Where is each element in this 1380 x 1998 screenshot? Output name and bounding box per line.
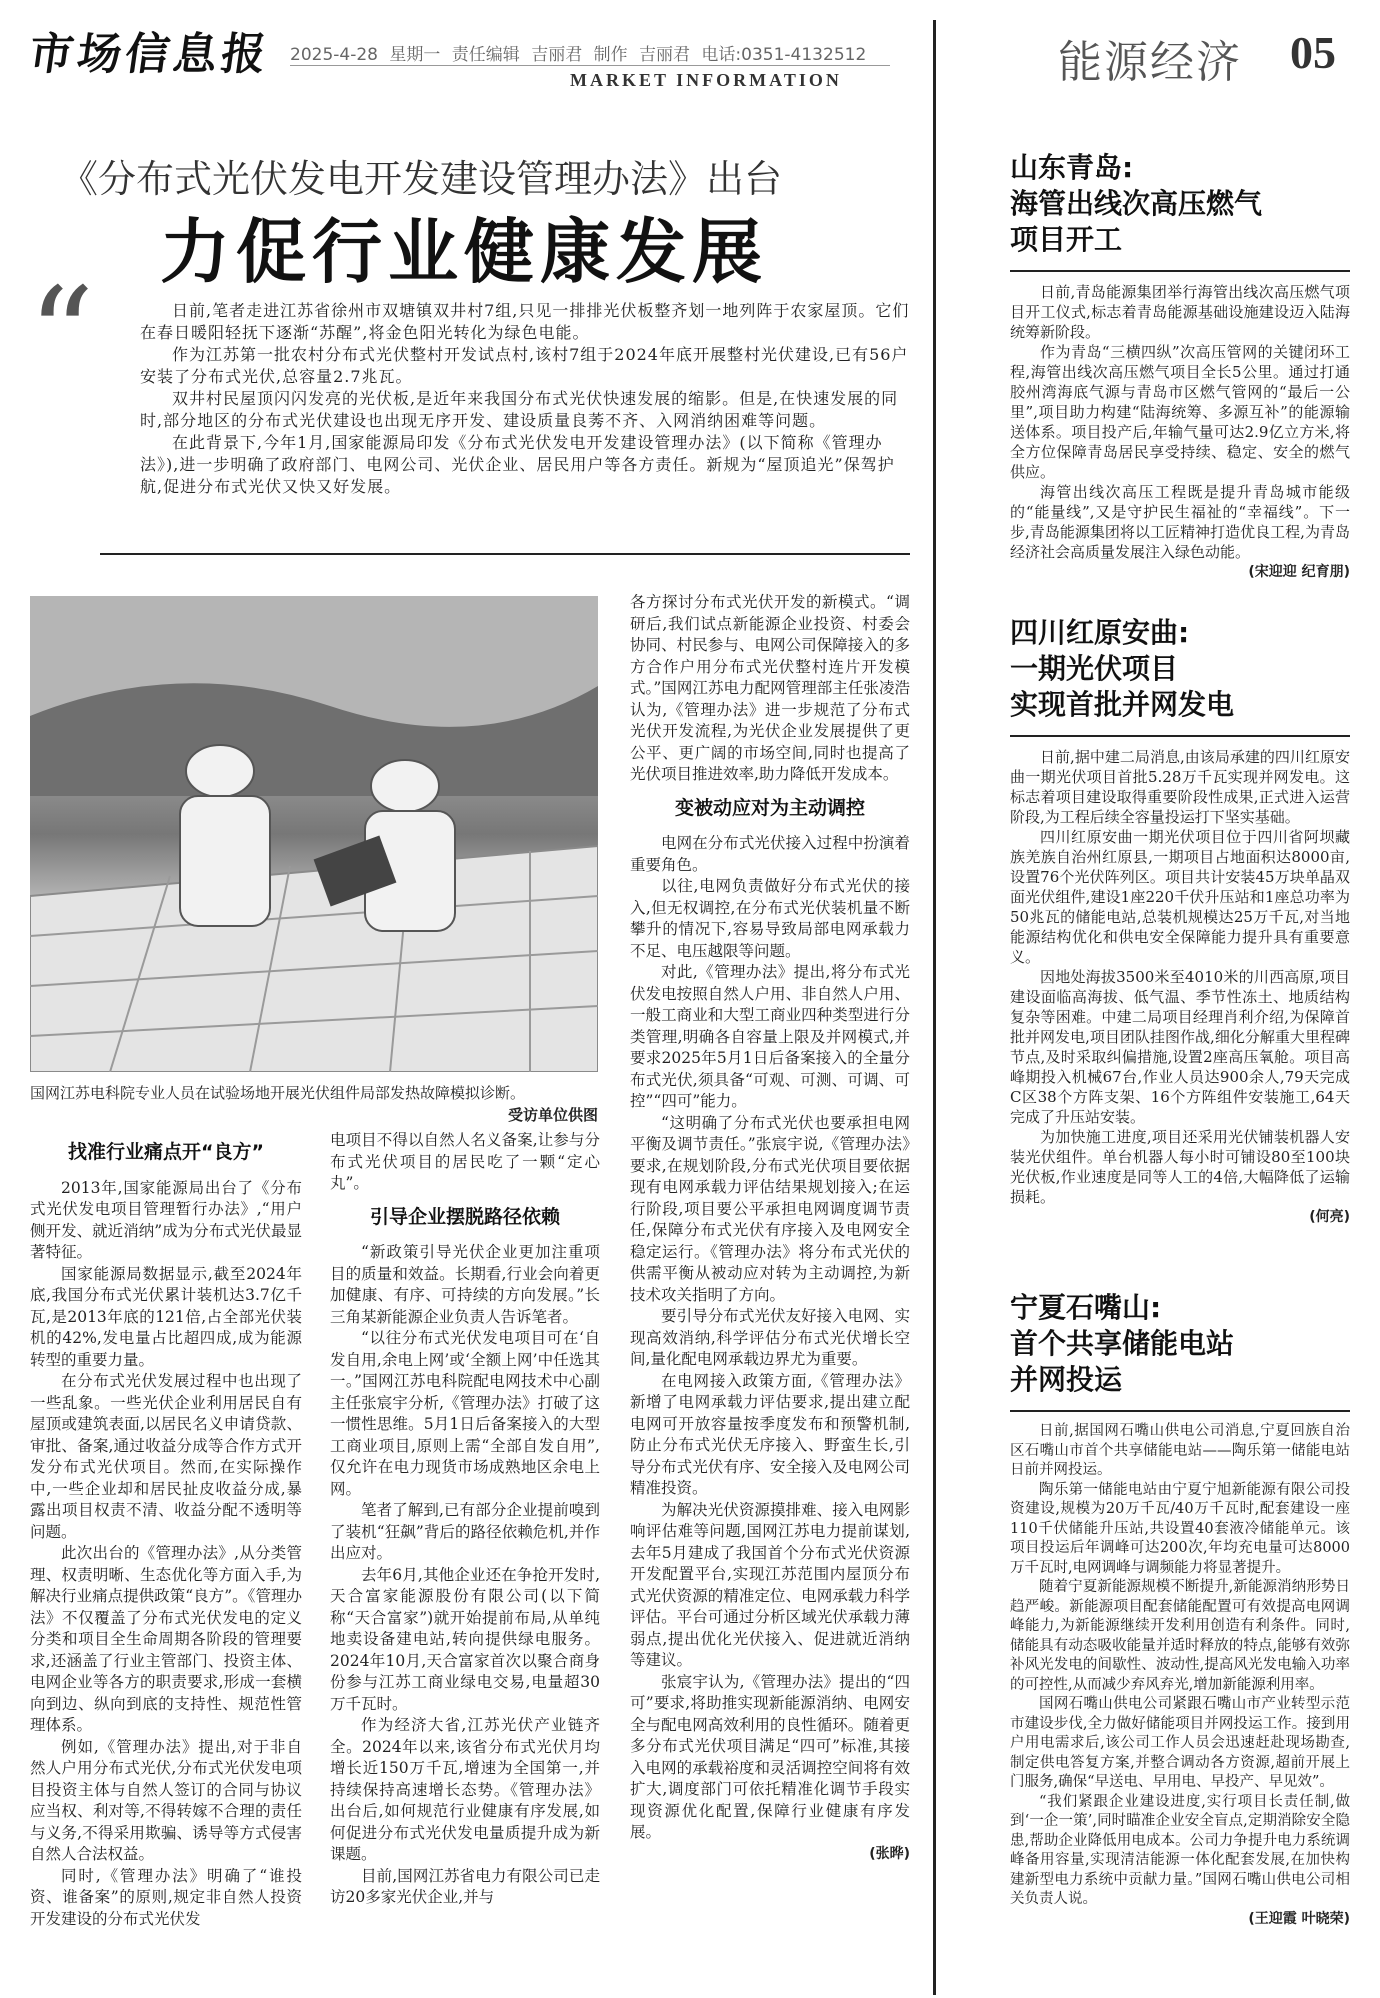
story-title-line: 一期光伏项目 xyxy=(1010,652,1179,685)
body-paragraph: 海管出线次高压工程既是提升青岛城市能级的“能量线”,又是守护民生福祉的“幸福线”。下一步,青岛能源集团将以工匠精神打造优良工程,为青岛经济社会高质量发展注入绿色动能。 xyxy=(1010,483,1350,561)
body-paragraph: 国网石嘴山供电公司紧跟石嘴山市产业转型示范市建设步伐,全力做好储能项目并网投运工作。接到用户用电需求后,该公司工作人员会迅速赶赴现场勘查,制定供电答复方案,并整合调动各方资源,超前开展上门服务,确保“早送电、早用电、早投产、早见效”。 xyxy=(1010,1696,1350,1790)
story-byline: (宋迎迎 纪育朋) xyxy=(1248,564,1350,580)
body-paragraph: 去年6月,其他企业还在争抢开发时,天合富家能源股份有限公司(以下简称“天合富家”)就开始提前布局,从单纯地卖设备建电站,转向提供绿电服务。2024年10月,天合富家首次以聚合商身份参与江苏工商业绿电交易,电量超30万千瓦时。 xyxy=(330,1565,600,1713)
section-heading: 找准行业痛点开“良方” xyxy=(68,1141,264,1163)
phone-number: 0351-4132512 xyxy=(741,45,867,65)
body-paragraph: 日前,据国网石嘴山供电公司消息,宁夏回族自治区石嘴山市首个共享储能电站——陶乐第一储能电站日前并网投运。 xyxy=(1010,1423,1350,1478)
article-column-1 xyxy=(30,1130,302,1930)
body-paragraph: 以往,电网负责做好分布式光伏的接入,但无权调控,在分布式光伏装机量不断攀升的情况下,容易导致局部电网承载力不足、电压越限等问题。 xyxy=(630,877,910,960)
page-number: 05 xyxy=(1290,27,1336,78)
body-paragraph: 作为青岛“三横四纵”次高压管网的关键闭环工程,海管出线次高压燃气项目全长5公里。通过打通胶州湾海底气源与青岛市区燃气管网的“最后一公里”,项目助力构建“陆海统筹、多源互补”的能源输送体系。项目投产后,年输气量可达2.9亿立方米,将全方位保障青岛居民享受持续、稳定、安全的燃气供应。 xyxy=(1010,343,1350,481)
body-paragraph: 笔者了解到,已有部分企业提前嗅到了装机“狂飙”背后的路径依赖危机,并作出应对。 xyxy=(330,1501,600,1562)
section-heading: 变被动应对为主动调控 xyxy=(674,796,865,819)
body-paragraph: 张宸宇认为,《管理办法》提出的“四可”要求,将助推实现新能源消纳、电网安全与配电网高效利用的良性循环。随着更多分布式光伏项目满足“四可”标准,其接入电网的承载裕度和灵活调控空间将有效扩大,调度部门可依托精准化调节手段实现资源优化配置,保障行业健康有序发展。 xyxy=(630,1672,910,1841)
article-column-3 xyxy=(630,592,910,1865)
section-name: 能源经济 xyxy=(1058,37,1242,88)
body-paragraph: 例如,《管理办法》提出,对于非自然人户用分布式光伏,分布式光伏发电项目投资主体与自然人签订的合同与协议应当权、利对等,不得转嫁不合理的责任与义务,不得采用欺骗、诱导等方式侵害自然人合法权益。 xyxy=(30,1737,302,1863)
issue-meta xyxy=(290,40,866,65)
body-paragraph: 各方探讨分布式光伏开发的新模式。“调研后,我们试点新能源企业投资、村委会协同、村民参与、电网公司保障接入的多方合作户用分布式光伏整村连片开发模式。”国网江苏电力配网管理部主任张凌浩认为,《管理办法》进一步规范了分布式光伏开发流程,为光伏企业发展提供了更公平、更广阔的市场空间,同时也提高了光伏项目推进效率,助力降低开发成本。 xyxy=(630,593,910,783)
editor-name: 吉丽君 xyxy=(531,45,583,65)
lede-paragraph: 在此背景下,今年1月,国家能源局印发《分布式光伏发电开发建设管理办法》(以下简称《管理办法》),进一步明确了政府部门、电网公司、光伏企业、居民用户等各方责任。新规为“屋顶追光”保驾护航,促进分布式光伏又快又好发展。 xyxy=(140,433,895,496)
phone-label: 电话: xyxy=(701,45,742,65)
story-title-line: 宁夏石嘴山: xyxy=(1010,1291,1162,1324)
column-divider xyxy=(933,20,936,1995)
story-title-line: 首个共享储能电站 xyxy=(1010,1327,1235,1360)
photo-illustration xyxy=(30,596,598,1072)
caption-text: 国网江苏电科院专业人员在试验场地开展光伏组件局部发热故障模拟诊断。 xyxy=(30,1084,526,1102)
article-lede xyxy=(140,300,910,498)
story-divider xyxy=(1010,270,1350,272)
story-body xyxy=(1010,282,1350,582)
body-paragraph: 此次出台的《管理办法》,从分类管理、权责明晰、生态优化等方面入手,为解决行业痛点提供政策“良方”。《管理办法》不仅覆盖了分布式光伏发电的定义分类和项目全生命周期各阶段的管理要求,还涵盖了行业主管部门、投资主体、电网企业等各方的职责要求,形成一套横向到边、纵向到底的支持性、规范性管理体系。 xyxy=(30,1544,302,1734)
body-paragraph: 电项目不得以自然人名义备案,让参与分布式光伏项目的居民吃了一颗“定心丸”。 xyxy=(330,1131,600,1192)
issue-weekday: 星期一 xyxy=(389,45,441,65)
body-paragraph: 日前,青岛能源集团举行海管出线次高压燃气项目开工仪式,标志着青岛能源基础设施建设迈入陆海统筹新阶段。 xyxy=(1010,283,1350,341)
photo-credit: 受访单位供图 xyxy=(507,1106,598,1124)
body-paragraph: 2013年,国家能源局出台了《分布式光伏发电项目管理暂行办法》,“用户侧开发、就近消纳”成为分布式光伏最显著特征。 xyxy=(30,1178,302,1261)
story-title-line: 四川红原安曲: xyxy=(1010,616,1190,649)
body-paragraph: 四川红原安曲一期光伏项目位于四川省阿坝藏族羌族自治州红原县,一期项目占地面积达8000亩,设置76个光伏阵列区。项目共计安装45万块单晶双面光伏组件,建设1座220千伏升压站和1座总功率为50兆瓦的储能电站,总装机规模达25万千瓦,对当地能源结构优化和供电安全保障能力提升具有重要意义。 xyxy=(1010,828,1350,966)
article-byline: (张晔) xyxy=(869,1845,910,1862)
body-paragraph: 目前,国网江苏省电力有限公司已走访20多家光伏企业,并与 xyxy=(330,1866,600,1906)
section-heading: 引导企业摆脱路径依赖 xyxy=(369,1205,560,1228)
body-paragraph: 同时,《管理办法》明确了“谁投资、谁备案”的原则,规定非自然人投资开发建设的分布式光伏发 xyxy=(30,1866,302,1928)
story-title-line: 实现首批并网发电 xyxy=(1010,688,1235,721)
lede-divider xyxy=(100,553,910,555)
masthead-rule xyxy=(290,65,890,66)
producer-label: 制作 xyxy=(593,45,628,65)
story-byline: (王迎霞 叶晓荣) xyxy=(1248,1910,1350,1927)
article-photo xyxy=(30,596,598,1072)
body-paragraph: 对此,《管理办法》提出,将分布式光伏发电按照自然人户用、非自然人户用、一般工商业和大型工商业四种类型进行分类管理,明确各自容量上限及并网模式,并要求2025年5月1日后备案接入的全量分布式光伏,须具备“可观、可测、可调、可控”“四可”能力。 xyxy=(630,963,910,1110)
masthead-logo: 市场信息报 xyxy=(25,29,273,80)
sidebar-story-sichuan xyxy=(1010,615,1350,1227)
body-paragraph: “以往分布式光伏发电项目可在‘自发自用,余电上网’或‘全额上网’中任选其一。”国网江苏电科院配电网技术中心副主任张宸宇分析,《管理办法》打破了这一惯性思维。5月1日后备案接入的大型工商业项目,原则上需“全部自发自用”,仅允许在电力现货市场成熟地区余电上网。 xyxy=(330,1329,600,1498)
story-title xyxy=(1010,150,1350,258)
photo-caption xyxy=(30,1082,598,1126)
story-title-line: 山东青岛: xyxy=(1010,151,1134,184)
story-title-line: 并网投运 xyxy=(1010,1363,1123,1396)
editor-label: 责任编辑 xyxy=(451,45,520,65)
body-paragraph: 为加快施工进度,项目还采用光伏铺装机器人安装光伏组件。单台机器人每小时可铺设80至100块光伏板,作业速度是同等人工的4倍,大幅降低了运输损耗。 xyxy=(1010,1128,1350,1206)
story-title-line: 海管出线次高压燃气 xyxy=(1010,187,1263,220)
body-paragraph: 国家能源局数据显示,截至2024年底,我国分布式光伏累计装机达3.7亿千瓦,是2013年底的121倍,占全部光伏装机的42%,发电量占比超四成,成为能源转型的重要力量。 xyxy=(30,1264,302,1369)
lede-paragraph: 双井村民屋顶闪闪发亮的光伏板,是近年来我国分布式光伏快速发展的缩影。但是,在快速发展的同时,部分地区的分布式光伏建设也出现无序开发、建设质量良莠不齐、入网消纳困难等问题。 xyxy=(140,389,899,430)
body-paragraph: 在电网接入政策方面,《管理办法》新增了电网承载力评估要求,提出建立配电网可开放容量按季度发布和预警机制,防止分布式光伏无序接入、野蛮生长,引导分布式光伏有序、安全接入及电网公司精准投资。 xyxy=(630,1371,910,1497)
story-body xyxy=(1010,1422,1350,1929)
lede-paragraph: 日前,笔者走进江苏省徐州市双塘镇双井村7组,只见一排排光伏板整齐划一地列阵于农家屋顶。它们在春日暖阳轻抚下逐渐“苏醒”,将金色阳光转化为绿色电能。 xyxy=(140,301,910,342)
issue-date: 2025-4-28 xyxy=(290,45,378,65)
body-paragraph: 日前,据中建二局消息,由该局承建的四川红原安曲一期光伏项目首批5.28万千瓦实现并网发电。这标志着项目建设取得重要阶段性成果,正式进入运营阶段,为工程后续全容量投运打下坚实基础。 xyxy=(1010,748,1350,826)
body-paragraph: 作为经济大省,江苏光伏产业链齐全。2024年以来,该省分布式光伏月均增长近150万千瓦,增速为全国第一,并持续保持高速增长态势。《管理办法》出台后,如何规范行业健康有序发展,如何促进分布式光伏发电量质提升成为新课题。 xyxy=(330,1716,600,1863)
masthead-english: MARKET INFORMATION xyxy=(570,70,842,90)
body-paragraph: 电网在分布式光伏接入过程中扮演着重要角色。 xyxy=(630,834,910,874)
body-paragraph: 要引导分布式光伏友好接入电网、实现高效消纳,科学评估分布式光伏增长空间,量化配电网承载边界尤为重要。 xyxy=(630,1307,910,1368)
sidebar-story-qingdao xyxy=(1010,150,1350,582)
producer-name: 吉丽君 xyxy=(639,45,691,65)
article-title: 力促行业健康发展 xyxy=(160,211,768,293)
body-paragraph: “我们紧跟企业建设进度,实行项目长责任制,做到‘一企一策’,同时瞄准企业安全盲点,定期消除安全隐患,帮助企业降低用电成本。公司力争提升电力系统调峰备用容量,实现清洁能源一体化配套发展,在加快构建新型电力系统中贡献力量。”国网石嘴山供电公司相关负责人说。 xyxy=(1010,1793,1350,1907)
body-paragraph: 为解决光伏资源摸排难、接入电网影响评估难等问题,国网江苏电力提前谋划,去年5月建成了我国首个分布式光伏资源开发配置平台,实现江苏范围内屋顶分布式光伏资源的精准定位、电网承载力科学评估。平台可通过分析区域光伏承载力薄弱点,提出优化光伏接入、促进就近消纳等建议。 xyxy=(630,1500,910,1669)
body-paragraph: “这明确了分布式光伏也要承担电网平衡及调节责任。”张宸宇说,《管理办法》要求,在规划阶段,分布式光伏项目要依据现有电网承载力评估结果规划接入;在运行阶段,项目要公平承担电网调度调节责任,保障分布式光伏有序接入及电网安全稳定运行。《管理办法》将分布式光伏的供需平衡从被动应对转为主动调控,为新技术攻关指明了方向。 xyxy=(630,1113,910,1304)
article-subtitle: 《分布式光伏发电开发建设管理办法》出台 xyxy=(60,157,783,201)
sidebar-story-shizuishan xyxy=(1010,1290,1350,1929)
story-divider xyxy=(1010,1410,1350,1412)
story-title xyxy=(1010,1290,1350,1398)
body-paragraph: 陶乐第一储能电站由宁夏宁旭新能源有限公司投资建设,规模为20万千瓦/40万千瓦时,配套建设一座110千伏储能升压站,共设置40套液冷储能单元。该项目投运后年调峰可达200次,年均充电量可达8000万千瓦时,电网调峰与调频能力将显著提升。 xyxy=(1010,1481,1350,1576)
lede-paragraph: 作为江苏第一批农村分布式光伏整村开发试点村,该村7组于2024年底开展整村光伏建设,已有56户安装了分布式光伏,总容量2.7兆瓦。 xyxy=(140,345,909,386)
story-body xyxy=(1010,747,1350,1227)
body-paragraph: 因地处海拔3500米至4010米的川西高原,项目建设面临高海拔、低气温、季节性冻土、地质结构复杂等困难。中建二局项目经理肖利介绍,为保障首批并网发电,项目团队挂图作战,细化分解重大里程碑节点,及时采取纠偏措施,设置2座高压氧舱。项目高峰期投入机械67台,作业人员达900余人,79天完成C区38个方阵支架、16个方阵组件安装施工,64天完成了升压站安装。 xyxy=(1010,968,1350,1126)
article-column-2 xyxy=(330,1130,600,1909)
quote-mark-icon: “ xyxy=(28,259,95,411)
body-paragraph: 随着宁夏新能源规模不断提升,新能源消纳形势日趋严峻。新能源项目配套储能配置可有效提高电网调峰能力,为新能源继续开发利用创造有利条件。同时,储能具有动态吸收能量并适时释放的特点,能够有效弥补风光发电的间歇性、波动性,提高风光发电输入功率的可控性,从而减少弃风弃光,增加新能源利用率。 xyxy=(1010,1579,1350,1693)
story-byline: (何亮) xyxy=(1309,1209,1350,1225)
body-paragraph: “新政策引导光伏企业更加注重项目的质量和效益。长期看,行业会向着更加健康、有序、可持续的方向发展。”长三角某新能源企业负责人告诉笔者。 xyxy=(330,1243,600,1326)
story-divider xyxy=(1010,735,1350,737)
story-title xyxy=(1010,615,1350,723)
body-paragraph: 在分布式光伏发展过程中也出现了一些乱象。一些光伏企业利用居民自有屋顶或建筑表面,以居民名义申请贷款、审批、备案,通过收益分成等合作方式开发分布式光伏项目。然而,在实际操作中,一些企业却和居民扯皮收益分成,暴露出项目权责不清、收益分配不透明等问题。 xyxy=(30,1372,302,1541)
story-title-line: 项目开工 xyxy=(1010,223,1123,256)
